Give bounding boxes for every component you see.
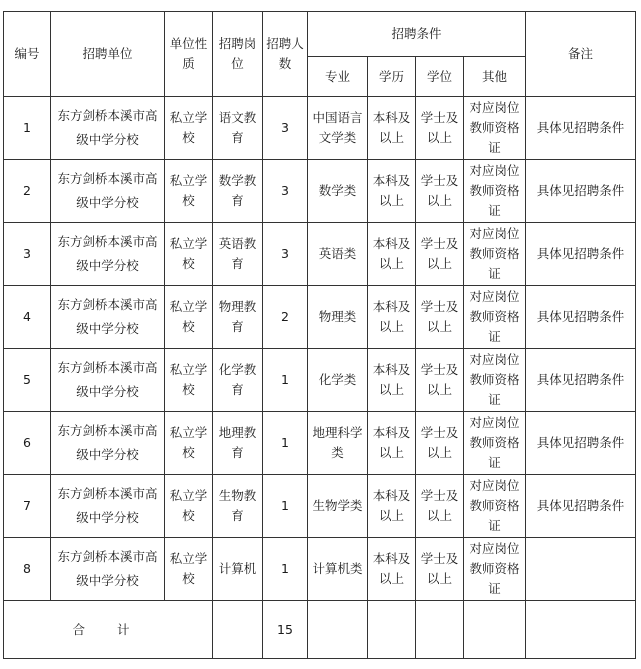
cell-degree: 学士及以上	[416, 97, 464, 160]
cell-major: 生物学类	[308, 475, 368, 538]
cell-remark: 具体见招聘条件	[526, 412, 636, 475]
cell-unit: 东方剑桥本溪市高级中学分校	[51, 223, 165, 286]
cell-education: 本科及以上	[368, 349, 416, 412]
table-row	[4, 223, 636, 286]
cell-unit: 东方剑桥本溪市高级中学分校	[51, 286, 165, 349]
cell-post: 物理教育	[213, 286, 263, 349]
cell-education: 本科及以上	[368, 160, 416, 223]
cell-education: 本科及以上	[368, 538, 416, 601]
cell-remark: 具体见招聘条件	[526, 475, 636, 538]
cell-no: 6	[4, 412, 51, 475]
cell-no: 5	[4, 349, 51, 412]
table-row	[4, 349, 636, 412]
cell-remark: 具体见招聘条件	[526, 160, 636, 223]
total-empty-cell	[464, 601, 526, 659]
cell-education: 本科及以上	[368, 97, 416, 160]
total-empty-cell	[368, 601, 416, 659]
header-row-main	[4, 12, 636, 57]
header-conditions: 招聘条件	[308, 12, 526, 57]
cell-degree: 学士及以上	[416, 349, 464, 412]
total-label: 合 计	[4, 601, 213, 659]
cell-other: 对应岗位教师资格证	[464, 97, 526, 160]
table-row	[4, 475, 636, 538]
cell-no: 8	[4, 538, 51, 601]
cell-post: 语文教育	[213, 97, 263, 160]
cell-count: 1	[263, 349, 308, 412]
cell-remark: 具体见招聘条件	[526, 97, 636, 160]
header-other: 其他	[464, 57, 526, 97]
cell-remark: 具体见招聘条件	[526, 286, 636, 349]
cell-education: 本科及以上	[368, 412, 416, 475]
total-empty-cell	[526, 601, 636, 659]
cell-post: 计算机	[213, 538, 263, 601]
cell-degree: 学士及以上	[416, 223, 464, 286]
cell-nature: 私立学校	[165, 97, 213, 160]
header-nature: 单位性质	[165, 12, 213, 97]
cell-nature: 私立学校	[165, 160, 213, 223]
cell-post: 生物教育	[213, 475, 263, 538]
cell-major: 地理科学类	[308, 412, 368, 475]
cell-unit: 东方剑桥本溪市高级中学分校	[51, 475, 165, 538]
total-count: 15	[263, 601, 308, 659]
header-education: 学历	[368, 57, 416, 97]
cell-education: 本科及以上	[368, 223, 416, 286]
cell-nature: 私立学校	[165, 538, 213, 601]
cell-post: 数学教育	[213, 160, 263, 223]
table-row	[4, 97, 636, 160]
total-row	[4, 601, 636, 659]
cell-count: 2	[263, 286, 308, 349]
header-no: 编号	[4, 12, 51, 97]
cell-unit: 东方剑桥本溪市高级中学分校	[51, 97, 165, 160]
header-count: 招聘人数	[263, 12, 308, 97]
cell-degree: 学士及以上	[416, 538, 464, 601]
cell-no: 1	[4, 97, 51, 160]
cell-unit: 东方剑桥本溪市高级中学分校	[51, 349, 165, 412]
cell-other: 对应岗位教师资格证	[464, 538, 526, 601]
cell-count: 1	[263, 538, 308, 601]
cell-major: 英语类	[308, 223, 368, 286]
cell-no: 2	[4, 160, 51, 223]
cell-major: 中国语言文学类	[308, 97, 368, 160]
cell-other: 对应岗位教师资格证	[464, 223, 526, 286]
cell-count: 3	[263, 97, 308, 160]
cell-nature: 私立学校	[165, 412, 213, 475]
cell-post: 化学教育	[213, 349, 263, 412]
cell-major: 计算机类	[308, 538, 368, 601]
cell-degree: 学士及以上	[416, 412, 464, 475]
cell-post: 地理教育	[213, 412, 263, 475]
table-row	[4, 286, 636, 349]
table-row	[4, 412, 636, 475]
cell-count: 1	[263, 475, 308, 538]
cell-other: 对应岗位教师资格证	[464, 286, 526, 349]
cell-major: 物理类	[308, 286, 368, 349]
cell-nature: 私立学校	[165, 349, 213, 412]
cell-count: 3	[263, 160, 308, 223]
cell-major: 化学类	[308, 349, 368, 412]
recruitment-table	[3, 11, 636, 659]
cell-nature: 私立学校	[165, 286, 213, 349]
cell-no: 4	[4, 286, 51, 349]
cell-education: 本科及以上	[368, 286, 416, 349]
cell-other: 对应岗位教师资格证	[464, 160, 526, 223]
cell-unit: 东方剑桥本溪市高级中学分校	[51, 538, 165, 601]
header-degree: 学位	[416, 57, 464, 97]
table-row	[4, 538, 636, 601]
cell-count: 1	[263, 412, 308, 475]
cell-other: 对应岗位教师资格证	[464, 349, 526, 412]
cell-remark	[526, 538, 636, 601]
header-major: 专业	[308, 57, 368, 97]
header-post: 招聘岗位	[213, 12, 263, 97]
cell-degree: 学士及以上	[416, 160, 464, 223]
cell-education: 本科及以上	[368, 475, 416, 538]
cell-remark: 具体见招聘条件	[526, 223, 636, 286]
cell-degree: 学士及以上	[416, 475, 464, 538]
cell-no: 3	[4, 223, 51, 286]
cell-other: 对应岗位教师资格证	[464, 412, 526, 475]
total-empty-cell	[213, 601, 263, 659]
cell-other: 对应岗位教师资格证	[464, 475, 526, 538]
header-unit: 招聘单位	[51, 12, 165, 97]
cell-unit: 东方剑桥本溪市高级中学分校	[51, 412, 165, 475]
total-empty-cell	[416, 601, 464, 659]
cell-remark: 具体见招聘条件	[526, 349, 636, 412]
cell-unit: 东方剑桥本溪市高级中学分校	[51, 160, 165, 223]
cell-degree: 学士及以上	[416, 286, 464, 349]
cell-nature: 私立学校	[165, 223, 213, 286]
cell-nature: 私立学校	[165, 475, 213, 538]
header-remark: 备注	[526, 12, 636, 97]
cell-count: 3	[263, 223, 308, 286]
table-row	[4, 160, 636, 223]
cell-major: 数学类	[308, 160, 368, 223]
cell-no: 7	[4, 475, 51, 538]
total-empty-cell	[308, 601, 368, 659]
cell-post: 英语教育	[213, 223, 263, 286]
